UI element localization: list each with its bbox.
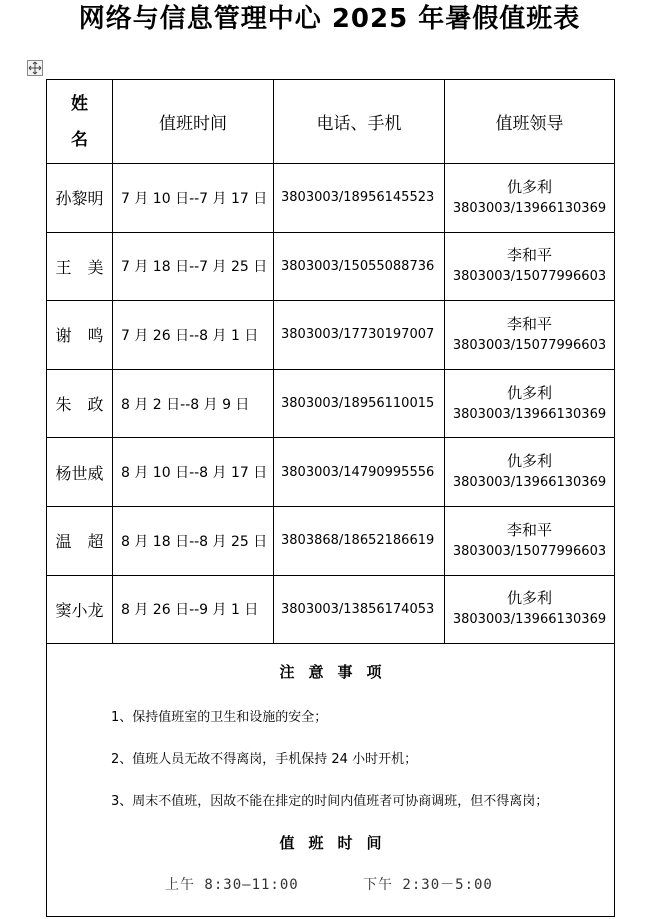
header-name-cell (47, 80, 113, 164)
page-title: 网络与信息管理中心 2025 年暑假值班表 (78, 4, 581, 34)
duty-period: 8 月 2 日--8 月 9 日 (113, 369, 274, 438)
header-period: 值班时间 (113, 80, 274, 164)
table-row (47, 164, 615, 233)
leader-phone: 3803003/13966130369 (452, 200, 607, 216)
staff-phone: 3803003/15055088736 (274, 232, 445, 301)
leader-name: 李和平 (506, 520, 552, 539)
note-item: 1、保持值班室的卫生和设施的安全； (111, 710, 328, 726)
leader-name: 李和平 (506, 314, 552, 333)
leader-name: 仇多利 (506, 177, 552, 196)
hours-morning: 上午 8:30—11:00 (165, 877, 299, 894)
notes-row (47, 644, 615, 917)
leader-phone: 3803003/15077996603 (452, 337, 607, 353)
staff-name: 王 美 (47, 232, 113, 301)
staff-name: 朱 政 (47, 369, 113, 438)
note-item: 3、周末不值班，因故不能在排定的时间内值班者可协商调班，但不得离岗； (111, 794, 549, 810)
header-name-top: 姓 (71, 93, 88, 114)
table-row (47, 506, 615, 575)
header-leader: 值班领导 (445, 80, 615, 164)
staff-phone: 3803003/17730197007 (274, 301, 445, 370)
note-item: 2、值班人员无故不得离岗，手机保持 24 小时开机； (111, 752, 418, 768)
table-row (47, 369, 615, 438)
leader-cell (445, 301, 615, 370)
staff-phone: 3803003/18956110015 (274, 369, 445, 438)
hours-title: 值班时间 (279, 834, 396, 853)
duty-period: 8 月 18 日--8 月 25 日 (113, 506, 274, 575)
leader-cell (445, 164, 615, 233)
table-row (47, 438, 615, 507)
staff-phone: 3803003/13856174053 (274, 575, 445, 644)
duty-period: 8 月 10 日--8 月 17 日 (113, 438, 274, 507)
header-phone: 电话、手机 (274, 80, 445, 164)
hours-afternoon: 下午 2:30－5:00 (363, 877, 493, 894)
staff-name: 谢 鸣 (47, 301, 113, 370)
staff-name: 温 超 (47, 506, 113, 575)
staff-phone: 3803003/14790995556 (274, 438, 445, 507)
table-header-row (47, 80, 615, 164)
leader-name: 李和平 (506, 246, 552, 265)
leader-phone: 3803003/15077996603 (452, 543, 607, 559)
leader-name: 仇多利 (506, 452, 552, 471)
duty-period: 7 月 26 日--8 月 1 日 (113, 301, 274, 370)
leader-phone: 3803003/15077996603 (452, 269, 607, 285)
duty-period: 7 月 10 日--7 月 17 日 (113, 164, 274, 233)
leader-phone: 3803003/13966130369 (452, 406, 607, 422)
duty-period: 7 月 18 日--7 月 25 日 (113, 232, 274, 301)
leader-phone: 3803003/13966130369 (452, 475, 607, 491)
notes-title: 注意事项 (279, 663, 396, 682)
header-name-bottom: 名 (71, 129, 88, 150)
table-move-handle-icon[interactable] (27, 60, 43, 76)
leader-cell (445, 232, 615, 301)
table-row (47, 575, 615, 644)
leader-name: 仇多利 (506, 383, 552, 402)
duty-table (46, 79, 615, 917)
staff-name: 杨世威 (47, 438, 113, 507)
leader-cell (445, 369, 615, 438)
table-row (47, 301, 615, 370)
leader-cell (445, 438, 615, 507)
leader-phone: 3803003/13966130369 (452, 612, 607, 628)
duty-period: 8 月 26 日--9 月 1 日 (113, 575, 274, 644)
leader-cell (445, 575, 615, 644)
leader-name: 仇多利 (506, 589, 552, 608)
notes-cell (47, 644, 615, 917)
staff-phone: 3803868/18652186619 (274, 506, 445, 575)
leader-cell (445, 506, 615, 575)
table-row (47, 232, 615, 301)
staff-name: 窦小龙 (47, 575, 113, 644)
staff-phone: 3803003/18956145523 (274, 164, 445, 233)
staff-name: 孙黎明 (47, 164, 113, 233)
